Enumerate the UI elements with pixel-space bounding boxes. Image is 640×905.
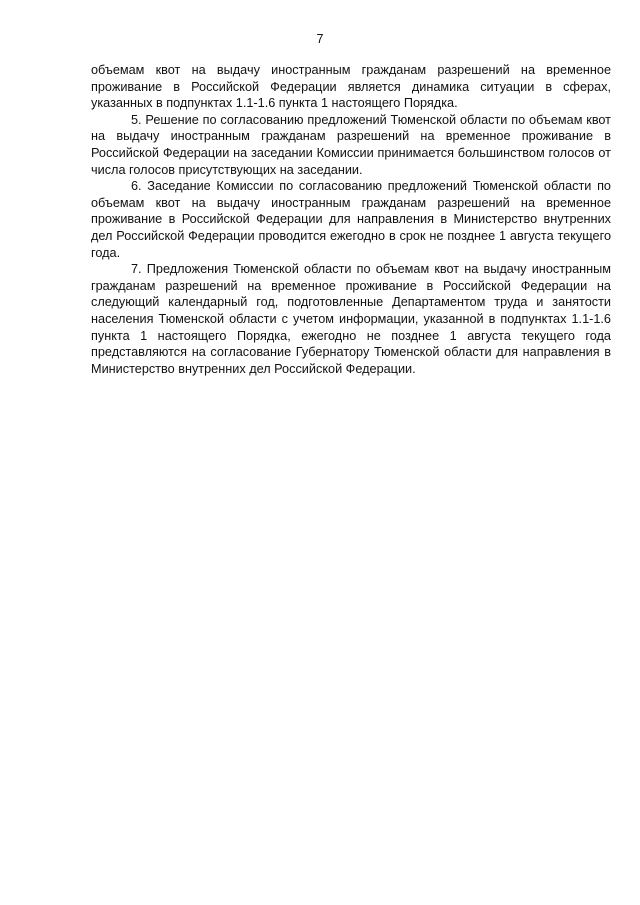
page-number: 7 bbox=[316, 32, 324, 46]
paragraph-6: 6. Заседание Комиссии по согласованию предложений Тюменской области по объемам квот на выдачу иностранным гражданам разрешений на временное проживание в Российской Федерации для направления в Министерство внутренних дел Российской Федерации проводится ежегодно в срок не позднее 1 августа текущего года. bbox=[91, 179, 611, 260]
paragraph-5: 5. Решение по согласованию предложений Тюменской области по объемам квот на выдачу иностранным гражданам разрешений на временное проживание в Российской Федерации на заседании Комиссии принимается большинством голосов от числа голосов присутствующих на заседании. bbox=[91, 112, 611, 177]
paragraph-7: 7. Предложения Тюменской области по объемам квот на выдачу иностранным гражданам разрешений на временное проживание в Российской Федерации на следующий календарный год, подготовленные Департаментом труда и занятости населения Тюменской области с учетом информации, указанной в подпунктах 1.1-1.6 пункта 1 настоящего Порядка, ежегодно не позднее 1 августа текущего года представляются на согласование Губернатору Тюменской области для направления в Министерство внутренних дел Российской Федерации. bbox=[91, 262, 611, 376]
paragraph-continuation: объемам квот на выдачу иностранным гражданам разрешений на временное проживание в Российской Федерации является динамика ситуации в сферах, указанных в подпунктах 1.1-1.6 пункта 1 настоящего Порядка. bbox=[91, 63, 611, 111]
document-body bbox=[91, 62, 611, 377]
